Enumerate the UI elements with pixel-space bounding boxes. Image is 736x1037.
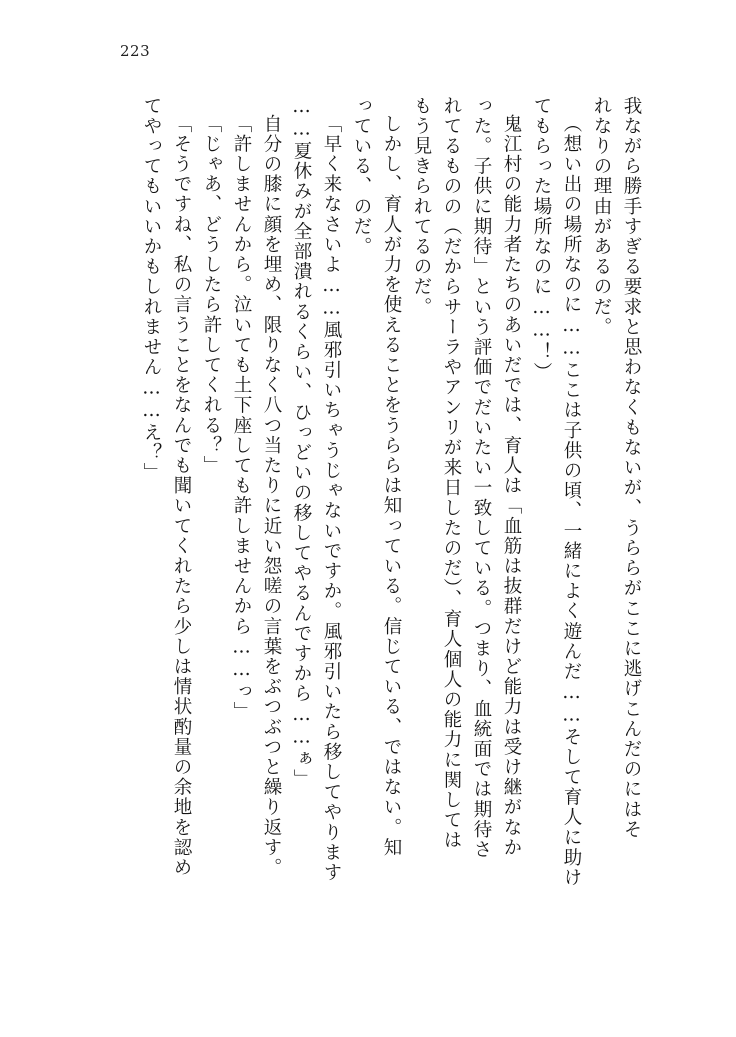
text-column: （想い出の場所なのに……ここは子供の頃、一緒によく遊んだ……そして育人に助け — [561, 114, 582, 888]
text-column: 鬼江村の能力者たちのあいだでは、育人は「血筋は抜群だけど能力は受け継がなか — [501, 114, 522, 858]
text-column: しかし、育人が力を使えることをうららは知っている。信じている、ではない。知 — [381, 114, 402, 858]
text-column: てもらった場所なのに……！） — [531, 96, 552, 383]
text-column: 「そうですね、私の言うことをなんでも聞いてくれたら少しは情状酌量の余地を認め — [171, 114, 192, 878]
text-column: っている、のだ。 — [351, 96, 372, 257]
text-column: もう見きられてるのだ。 — [411, 96, 432, 318]
text-column: てやってもいいかもしれません……え？」 — [141, 96, 162, 483]
vertical-text-body — [96, 96, 640, 956]
text-column: 「早く来なさいよ……風邪引いちゃうじゃないですか。風邪引いたら移してやります — [321, 114, 342, 883]
text-column: れなりの理由があるのだ。 — [591, 96, 612, 338]
text-column: ……夏休みが全部潰れるくらい、ひっどいの移してやるんですから……ぁ」 — [291, 96, 312, 790]
text-column: れてるものの（だからサーラやアンリが来日したのだ）、育人個人の能力に関しては — [441, 96, 462, 851]
text-column: 我ながら勝手すぎる要求と思わなくもないが、うららがここに逃げこんだのにはそ — [621, 96, 642, 840]
text-column: った。子供に期待」という評価でだいたい一致している。つまり、血統面では期待さ — [471, 96, 492, 860]
text-column: 「許しませんから。泣いても土下座しても許しませんから……っ」 — [231, 114, 252, 722]
page-number: 223 — [120, 42, 151, 60]
text-column: 「じゃあ、どうしたら許してくれる？」 — [201, 114, 222, 476]
text-column: 自分の膝に顔を埋め、限りなく八つ当たりに近い怨嗟の言葉をぶつぶつと繰り返す。 — [261, 114, 282, 878]
